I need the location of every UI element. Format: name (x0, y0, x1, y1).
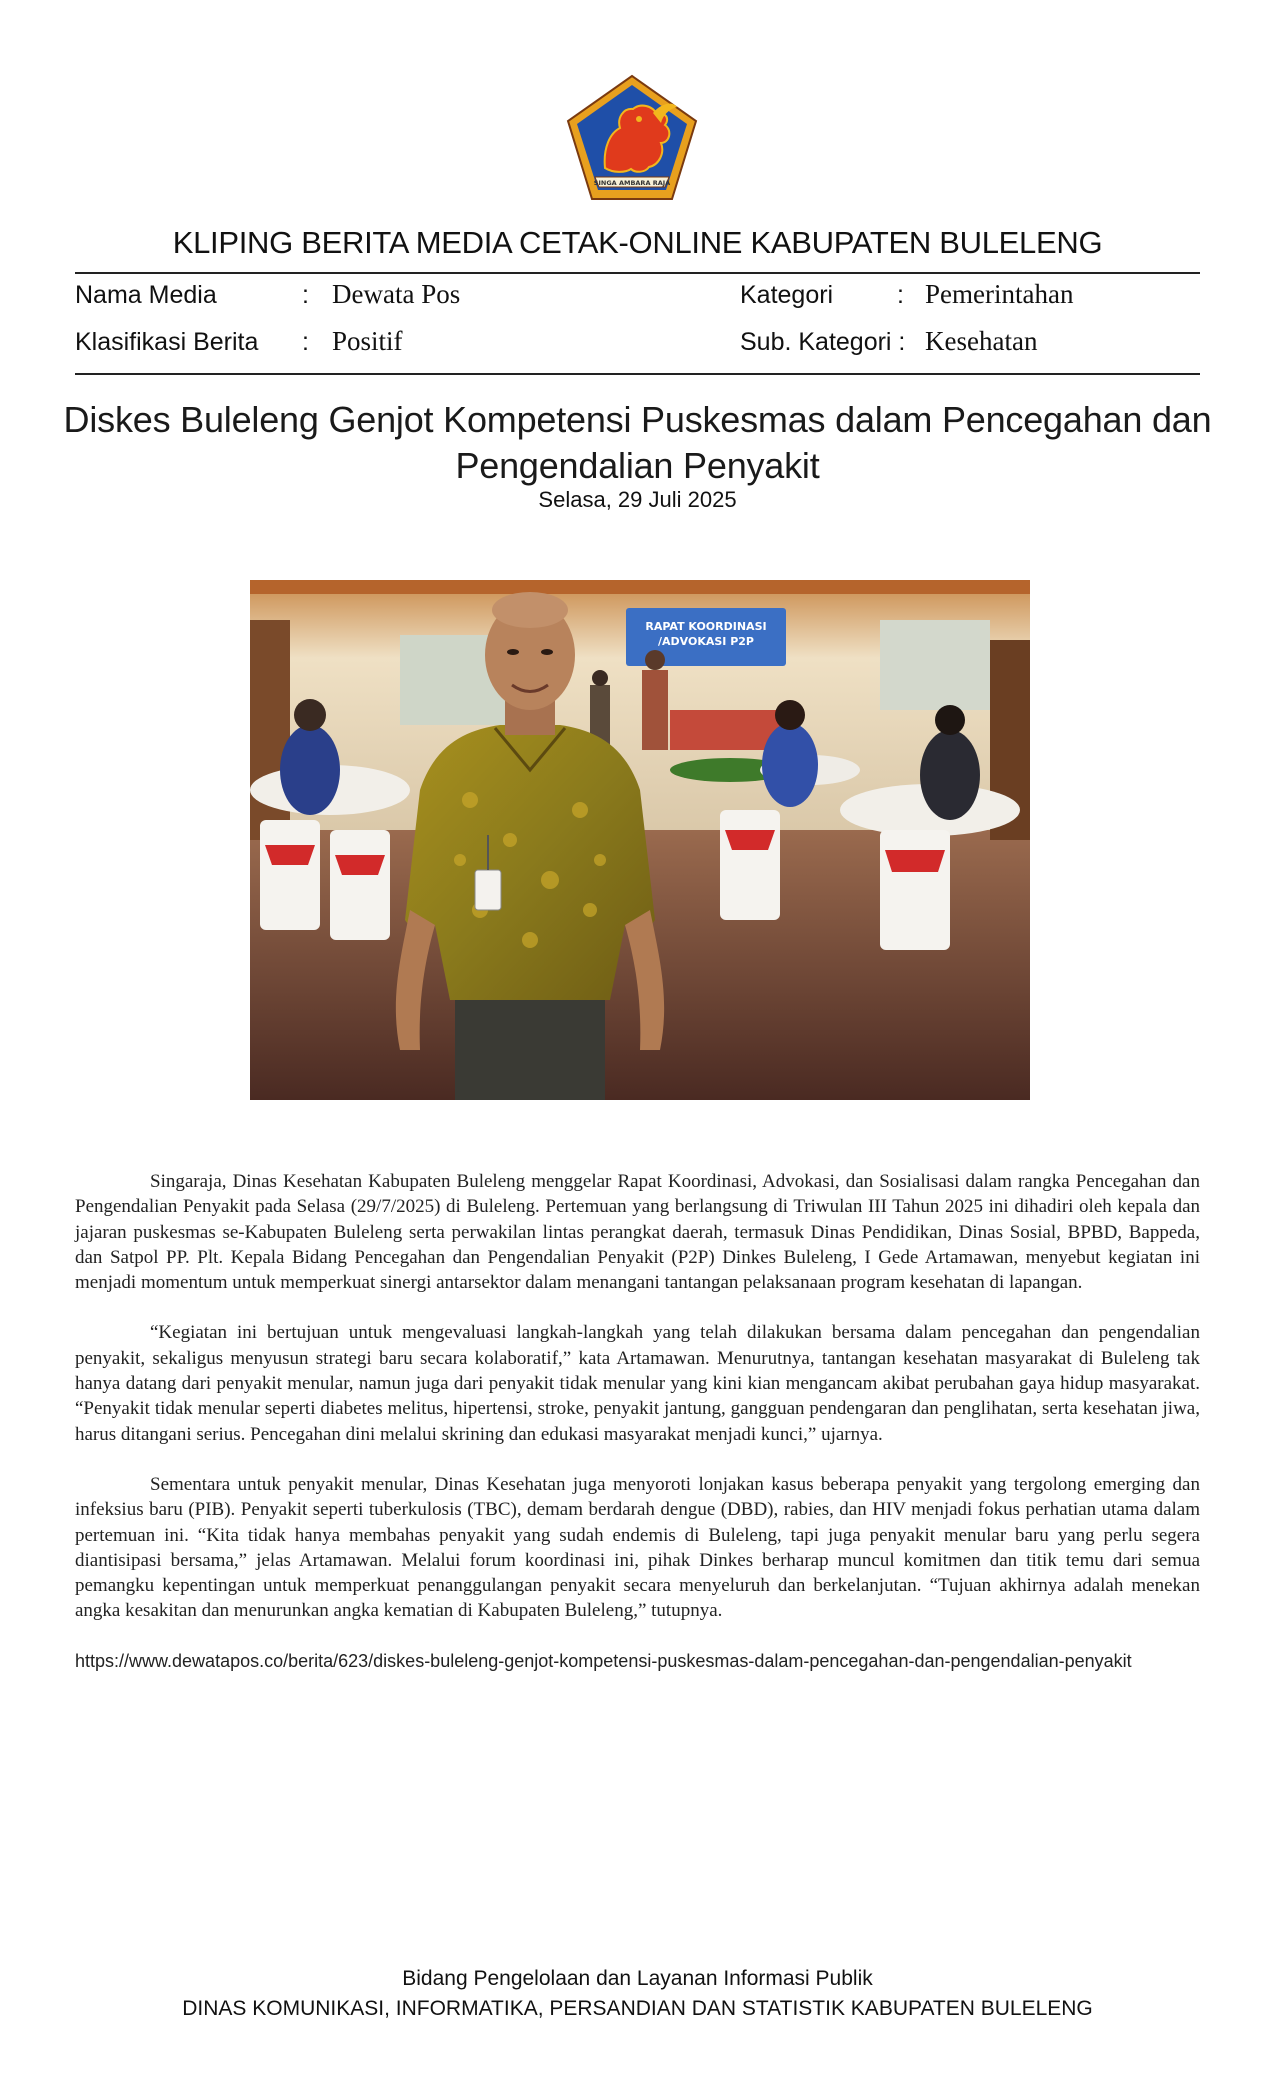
buleleng-regency-logo (565, 73, 699, 203)
category-value: Pemerintahan (925, 279, 1074, 309)
media-name-colon: : (302, 281, 309, 309)
photo-banner-line2: /ADVOKASI P2P (658, 635, 754, 648)
article-date: Selasa, 29 Juli 2025 (538, 487, 737, 512)
classification-colon: : (302, 328, 309, 356)
article-photo (250, 580, 1030, 1100)
source-url: https://www.dewatapos.co/berita/623/diskes-buleleng-genjot-kompetensi-puskesmas-dalam-pencegahan-dan-pengendalian-penyakit (75, 1650, 1132, 1671)
subcategory-value: Kesehatan (925, 326, 1038, 356)
media-name-label: Nama Media (75, 281, 217, 309)
media-name-value: Dewata Pos (332, 279, 461, 309)
classification-value: Positif (332, 326, 403, 356)
photo-banner-line1: RAPAT KOORDINASI (645, 620, 767, 633)
footer-agency: DINAS KOMUNIKASI, INFORMATIKA, PERSANDIAN DAN STATISTIK KABUPATEN BULELENG (182, 1997, 1093, 2020)
article-paragraph: Sementara untuk penyakit menular, Dinas Kesehatan juga menyoroti lonjakan kasus beberapa penyakit yang tergolong emerging dan infeksius baru (PIB). Penyakit seperti tuberkulosis (TBC), demam berdarah dengue (DBD), rabies, dan HIV menjadi fokus perhatian utama dalam pertemuan ini. “Kita tidak hanya membahas penyakit yang sudah endemis di Buleleng, tapi juga penyakit menular baru yang perlu segera diantisipasi bersama,” jelas Artamawan. Melalui forum koordinasi ini, pihak Dinkes berharap muncul komitmen dan titik temu dari semua pemangku kepentingan untuk memperkuat penanggulangan penyakit secara menyeluruh dan berkelanjutan. “Tujuan akhirnya adalah menekan angka kesakitan dan menurunkan angka kematian di Kabupaten Buleleng,” tutupnya. (75, 1473, 1200, 1622)
article-paragraph: Singaraja, Dinas Kesehatan Kabupaten Buleleng menggelar Rapat Koordinasi, Advokasi, dan Sosialisasi dalam rangka Pencegahan dan Pengendalian Penyakit pada Selasa (29/7/2025) di Buleleng. Pertemuan yang berlangsung di Triwulan III Tahun 2025 ini dihadiri oleh kepala dan jajaran puskesmas se-Kabupaten Buleleng serta perwakilan lintas perangkat daerah, termasuk Dinas Pendidikan, Dinas Sosial, BPBD, Bappeda, dan Satpol PP. Plt. Kepala Bidang Pencegahan dan Pengendalian Penyakit (P2P) Dinkes Buleleng, I Gede Artamawan, menyebut kegiatan ini menjadi momentum untuk memperkuat sinergi antarsektor dalam menangani tantangan pelaksanaan program kesehatan di lapangan. (75, 1171, 1200, 1294)
classification-label: Klasifikasi Berita (75, 328, 259, 356)
category-colon: : (897, 281, 904, 309)
category-label: Kategori (740, 281, 834, 309)
logo-motto: SINGA AMBARA RAJA (593, 179, 671, 187)
article-headline: Diskes Buleleng Genjot Kompetensi Puskesmas dalam Pencegahan dan Pengendalian Penyakit (63, 399, 1212, 486)
footer-division: Bidang Pengelolaan dan Layanan Informasi Publik (402, 1967, 873, 1990)
clipping-header-title: KLIPING BERITA MEDIA CETAK-ONLINE KABUPATEN BULELENG (172, 225, 1103, 260)
article-paragraph: “Kegiatan ini bertujuan untuk mengevaluasi langkah-langkah yang telah dilakukan bersama dalam pencegahan dan pengendalian penyakit, sekaligus menyusun strategi baru secara kolaboratif,” kata Artamawan. Menurutnya, tantangan kesehatan masyarakat di Buleleng tak hanya datang dari penyakit menular, namun juga dari penyakit tidak menular yang kini kian mengancam akibat perubahan gaya hidup masyarakat. “Penyakit tidak menular seperti diabetes melitus, hipertensi, stroke, penyakit jantung, gangguan pendengaran dan penglihatan, serta kesehatan jiwa, harus ditangani serius. Pencegahan dini melalui skrining dan edukasi masyarakat menjadi kunci,” ujarnya. (75, 1322, 1200, 1445)
header-divider-top (75, 272, 1200, 274)
article-body (75, 1169, 1200, 1699)
subcategory-label: Sub. Kategori : (740, 328, 906, 356)
header-divider-bottom (75, 373, 1200, 375)
